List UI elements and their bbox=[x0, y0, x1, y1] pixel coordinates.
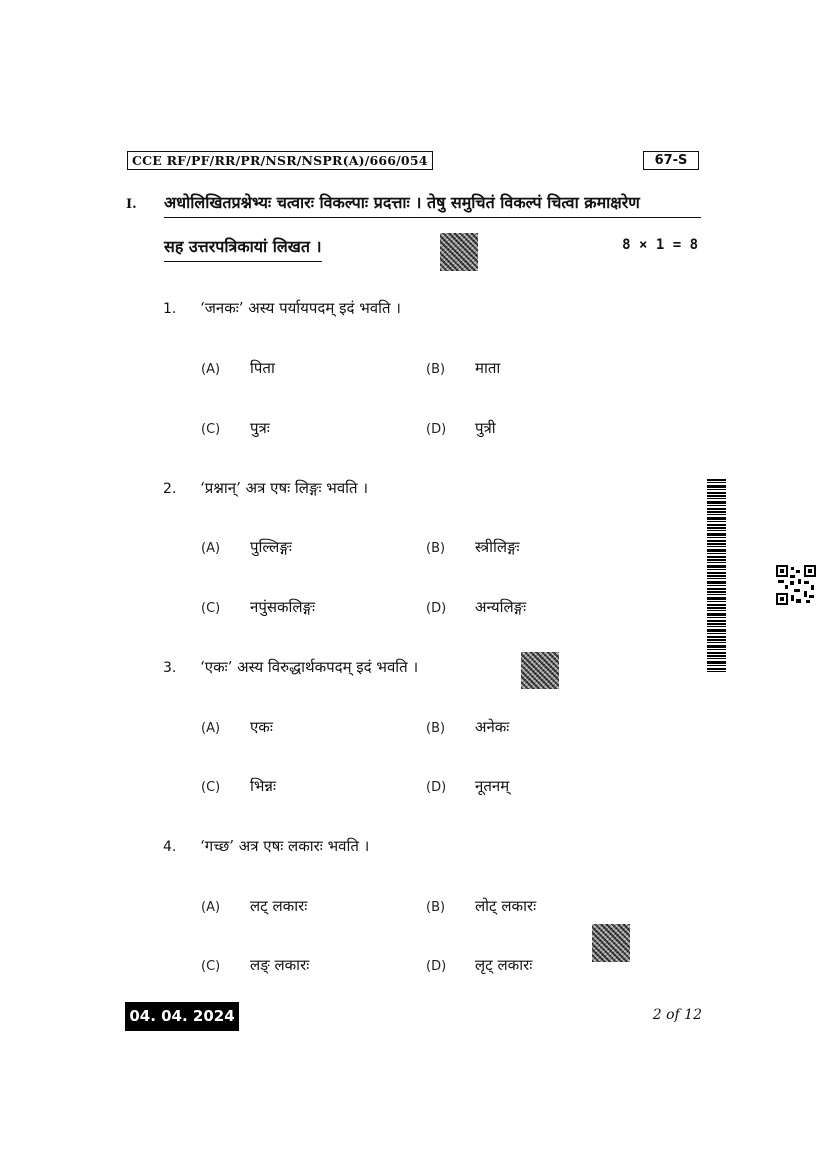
option-text: लङ् लकारः bbox=[250, 956, 310, 974]
option-text: पिता bbox=[250, 359, 275, 377]
page-number: 2 of 12 bbox=[652, 1007, 702, 1023]
option-text: माता bbox=[475, 359, 501, 377]
option-label: (B) bbox=[426, 541, 446, 556]
question-number: 4. bbox=[163, 839, 177, 855]
option-label: (C) bbox=[201, 601, 221, 616]
option-text: लृट् लकारः bbox=[475, 956, 533, 974]
question-number: 1. bbox=[163, 301, 177, 317]
option-text: स्त्रीलिङ्गः bbox=[475, 538, 520, 556]
option-text: नपुंसकलिङ्गः bbox=[250, 598, 316, 616]
option-text: लोट् लकारः bbox=[475, 897, 537, 915]
qr-code-icon bbox=[776, 565, 816, 605]
option-label: (A) bbox=[201, 541, 221, 556]
option-label: (D) bbox=[426, 959, 447, 974]
option-text: पुल्लिङ्गः bbox=[250, 538, 292, 556]
option-label: (C) bbox=[201, 780, 221, 795]
option-label: (B) bbox=[426, 362, 446, 377]
option-label: (D) bbox=[426, 422, 447, 437]
option-label: (A) bbox=[201, 721, 221, 736]
option-label: (D) bbox=[426, 780, 447, 795]
question-text: ‘एकः’ अस्य विरुद्धार्थकपदम् इदं भवति । bbox=[200, 658, 419, 676]
noise-watermark-icon bbox=[592, 924, 630, 962]
noise-watermark-icon bbox=[521, 652, 559, 689]
paper-code: CCE RF/PF/RR/PR/NSR/NSPR(A)/666/054 bbox=[127, 151, 433, 170]
section-number: I. bbox=[126, 197, 137, 212]
subject-code: 67-S bbox=[643, 151, 699, 170]
option-text: एकः bbox=[250, 718, 273, 736]
barcode-icon bbox=[707, 479, 726, 672]
question-number: 2. bbox=[163, 481, 177, 497]
question-text: ‘गच्छ’ अत्र एषः लकारः भवति । bbox=[200, 837, 370, 855]
instruction-line-1: अधोलिखितप्रश्नेभ्यः चत्वारः विकल्पाः प्रदत्ताः । तेषु समुचितं विकल्पं चित्वा क्रमाक्षरेण bbox=[164, 191, 701, 218]
question-text: ‘जनकः’ अस्य पर्यायपदम् इदं भवति । bbox=[200, 299, 401, 317]
option-text: भिन्नः bbox=[250, 777, 277, 795]
option-label: (D) bbox=[426, 601, 447, 616]
noise-watermark-icon bbox=[440, 233, 478, 271]
option-text: पुत्रः bbox=[250, 419, 270, 437]
option-text: अनेकः bbox=[475, 718, 510, 736]
instruction-line-2: सह उत्तरपत्रिकायां लिखत । bbox=[164, 235, 322, 262]
option-label: (A) bbox=[201, 362, 221, 377]
option-label: (A) bbox=[201, 900, 221, 915]
option-label: (C) bbox=[201, 959, 221, 974]
question-number: 3. bbox=[163, 660, 177, 676]
marks-scheme: 8 × 1 = 8 bbox=[622, 237, 698, 253]
question-text: ‘प्रश्नान्’ अत्र एषः लिङ्गः भवति । bbox=[200, 479, 369, 497]
option-text: अन्यलिङ्गः bbox=[475, 598, 527, 616]
option-text: पुत्री bbox=[475, 419, 496, 437]
option-label: (B) bbox=[426, 900, 446, 915]
exam-date: 04. 04. 2024 bbox=[125, 1002, 239, 1031]
option-text: लट् लकारः bbox=[250, 897, 308, 915]
option-label: (C) bbox=[201, 422, 221, 437]
option-text: नूतनम् bbox=[475, 777, 510, 795]
option-label: (B) bbox=[426, 721, 446, 736]
